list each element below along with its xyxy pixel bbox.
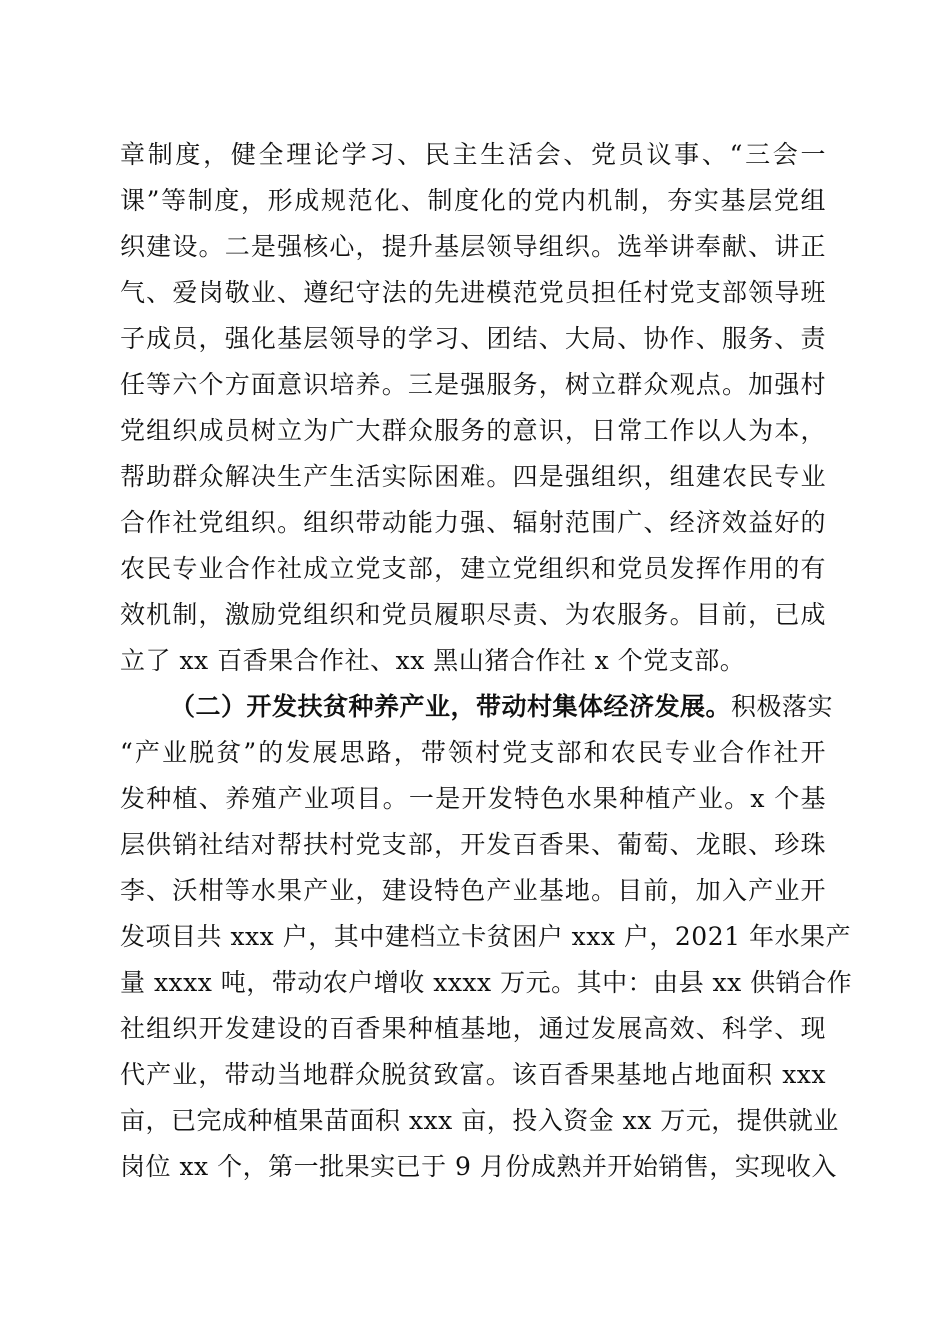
text-line-4: 气、爱岗敬业、遵纪守法的先进模范党员担任村党支部领导班 (120, 278, 826, 307)
text-line-5: 子成员，强化基层领导的学习、团结、大局、协作、服务、责 (120, 324, 826, 353)
text-line-8: 帮助群众解决生产生活实际困难。四是强组织，组建农民专业 (120, 462, 826, 491)
section-2-heading: （二）开发扶贫种养产业，带动村集体经济发展。 (170, 692, 732, 721)
text-line-1: 章制度，健全理论学习、民主生活会、党员议事、“三会一 (120, 140, 826, 169)
text-line-12: 立了 xx 百香果合作社、xx 黑山猪合作社 x 个党支部。 (120, 646, 746, 675)
text-line-10: 农民专业合作社成立党支部，建立党组织和党员发挥作用的有 (120, 554, 826, 583)
section-2-first-line-rest: 积极落实 (731, 692, 834, 721)
text-line-11: 效机制，激励党组织和党员履职尽责、为农服务。目前，已成 (120, 600, 826, 629)
section-2-line-10: 岗位 xx 个，第一批果实已于 9 月份成熟并开始销售，实现收入 (120, 1152, 837, 1181)
text-line-7: 党组织成员树立为广大群众服务的意识，日常工作以人为本， (120, 416, 826, 445)
section-2-line-9: 亩，已完成种植果苗面积 xxx 亩，投入资金 xx 万元，提供就业 (120, 1106, 839, 1135)
section-2-line-3: 层供销社结对帮扶村党支部，开发百香果、葡萄、龙眼、珍珠 (120, 830, 826, 859)
text-line-2: 课”等制度，形成规范化、制度化的党内机制，夯实基层党组 (120, 186, 826, 215)
section-2-line-4: 李、沃柑等水果产业，建设特色产业基地。目前，加入产业开 (120, 876, 826, 905)
section-2-line-5: 发项目共 xxx 户，其中建档立卡贫困户 xxx 户，2021 年水果产 (120, 922, 851, 951)
section-2-line-2: 发种植、养殖产业项目。一是开发特色水果种植产业。x 个基 (120, 784, 826, 813)
section-2-first-line (170, 687, 834, 727)
section-2-line-7: 社组织开发建设的百香果种植基地，通过发展高效、科学、现 (120, 1014, 826, 1043)
text-line-9: 合作社党组织。组织带动能力强、辐射范围广、经济效益好的 (120, 508, 826, 537)
text-line-6: 任等六个方面意识培养。三是强服务，树立群众观点。加强村 (120, 370, 826, 399)
text-line-3: 织建设。二是强核心，提升基层领导组织。选举讲奉献、讲正 (120, 232, 826, 261)
section-2-line-6: 量 xxxx 吨，带动农户增收 xxxx 万元。其中：由县 xx 供销合作 (120, 968, 853, 997)
section-2-line-1: “产业脱贫”的发展思路，带领村党支部和农民专业合作社开 (120, 738, 826, 767)
section-2-line-8: 代产业，带动当地群众脱贫致富。该百香果基地占地面积 xxx (120, 1060, 826, 1089)
